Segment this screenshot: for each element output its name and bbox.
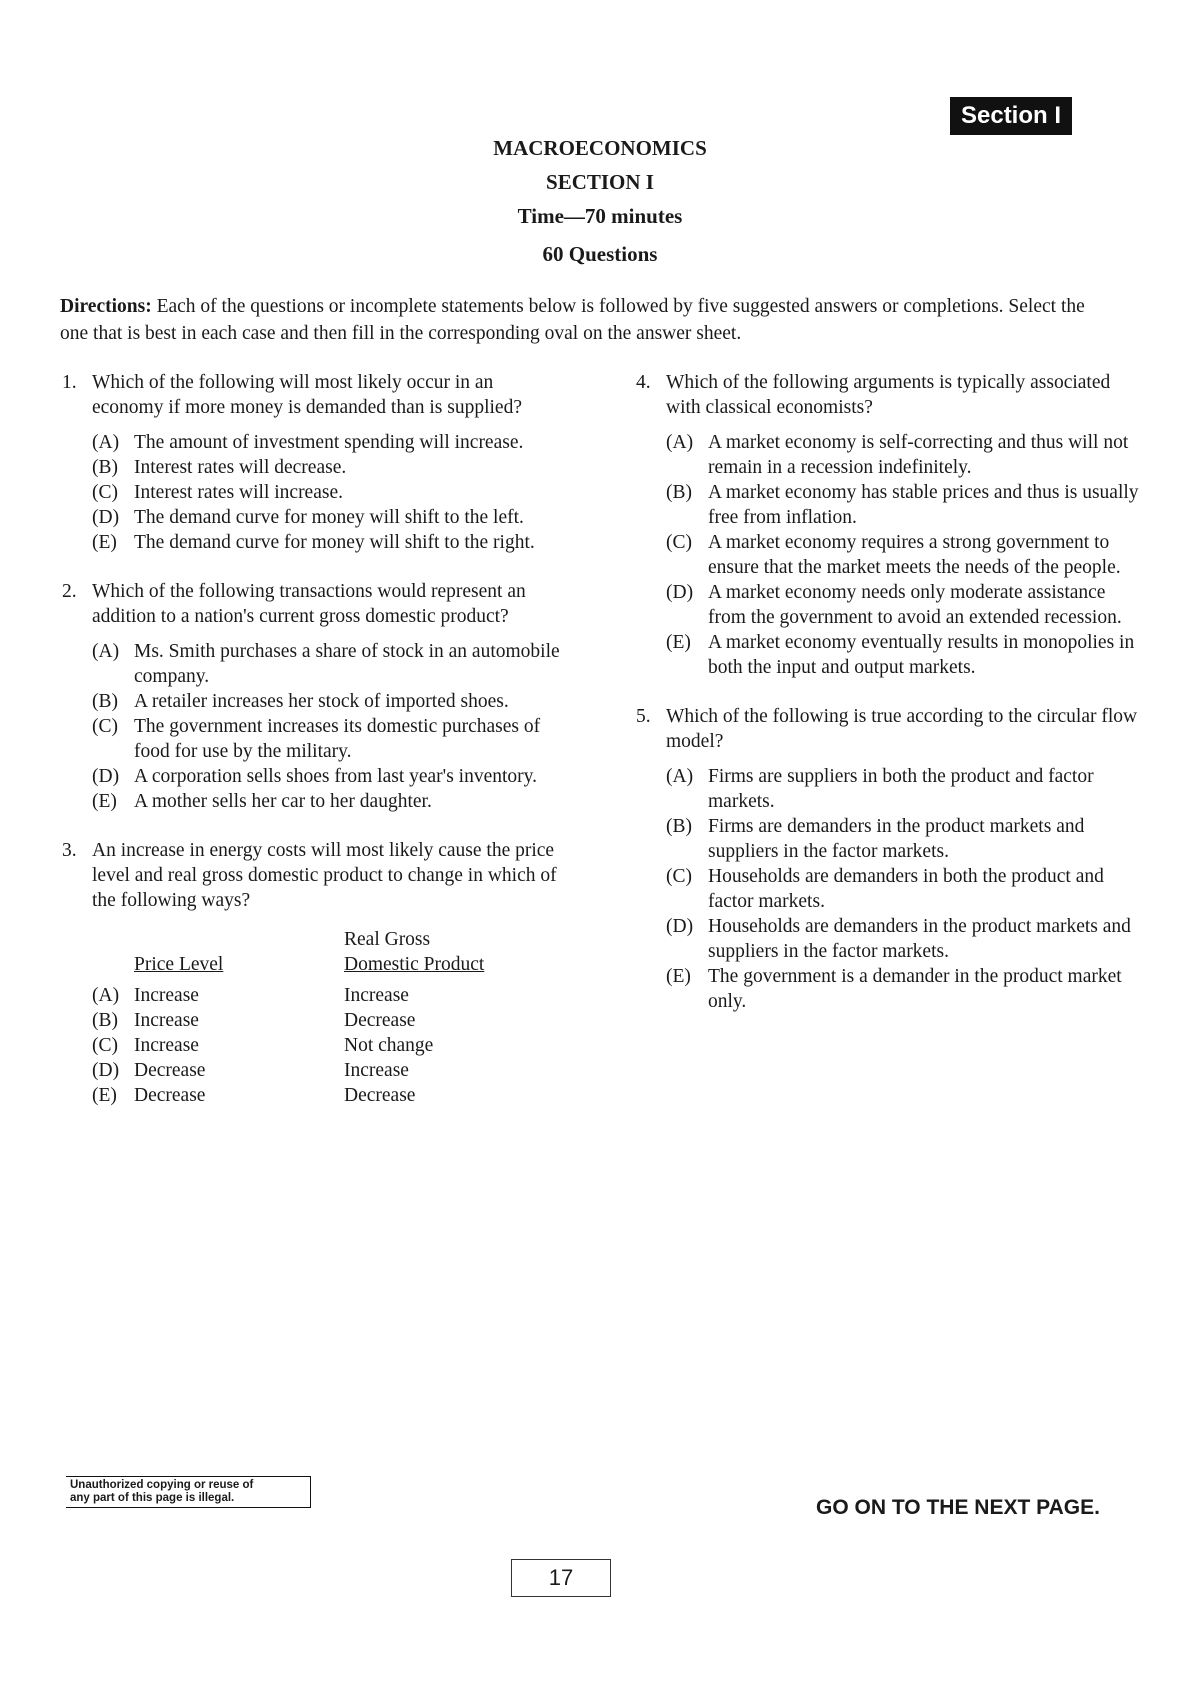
page-number: 17 — [511, 1559, 611, 1597]
question-number: 2. — [62, 581, 77, 602]
copyright-notice-line2: any part of this page is illegal. — [70, 1492, 235, 1504]
question-5 — [636, 704, 1141, 1014]
option-letter: (B) — [666, 482, 692, 503]
table-row — [92, 1058, 562, 1083]
option-text: The government increases its domestic purchases of food for use by the military. — [134, 716, 541, 762]
table-row — [92, 1083, 562, 1108]
option-letter: (C) — [92, 716, 118, 737]
option-letter: (C) — [92, 482, 118, 503]
option-text: Households are demanders in the product markets and suppliers in the factor markets. — [708, 916, 1131, 962]
table-row — [92, 1033, 562, 1058]
option-letter: (A) — [92, 641, 120, 662]
option-text: A corporation sells shoes from last year's inventory. — [134, 766, 537, 787]
directions — [60, 293, 1090, 347]
price-level-value: Decrease — [134, 1060, 206, 1081]
real-gdp-header-line2: Domestic Product — [344, 954, 485, 975]
option-letter: (E) — [666, 966, 691, 987]
answer-option — [666, 630, 1141, 680]
answer-option — [92, 530, 562, 555]
answer-option — [666, 430, 1141, 480]
question-number: 5. — [636, 706, 651, 727]
answer-option — [666, 864, 1141, 914]
answer-option — [666, 480, 1141, 530]
left-column — [62, 370, 562, 1108]
real-gdp-value: Increase — [344, 1060, 409, 1081]
option-text: A market economy needs only moderate assistance from the government to avoid an extended recession. — [708, 582, 1122, 628]
question-text: Which of the following arguments is typically associated with classical economists? — [666, 372, 1111, 418]
copyright-notice-line1: Unauthorized copying or reuse of — [70, 1479, 254, 1491]
option-text: Ms. Smith purchases a share of stock in an automobile company. — [134, 641, 560, 687]
price-level-value: Increase — [134, 985, 199, 1006]
answer-option — [92, 714, 562, 764]
question-text: An increase in energy costs will most likely cause the price level and real gross domestic product to change in which of the following ways? — [92, 840, 557, 911]
time-limit: Time—70 minutes — [517, 204, 683, 228]
question-4 — [636, 370, 1141, 680]
option-text: The government is a demander in the product market only. — [708, 966, 1122, 1012]
option-letter: (E) — [92, 1085, 117, 1106]
option-text: A market economy has stable prices and thus is usually free from inflation. — [708, 482, 1139, 528]
question-text: Which of the following transactions would represent an addition to a nation's current gross domestic product? — [92, 581, 526, 627]
question-number: 3. — [62, 840, 77, 861]
real-gdp-value: Increase — [344, 985, 409, 1006]
real-gdp-value: Decrease — [344, 1085, 416, 1106]
answer-option — [92, 689, 562, 714]
option-letter: (E) — [92, 532, 117, 553]
question-1 — [62, 370, 562, 555]
price-level-value: Increase — [134, 1010, 199, 1031]
answer-options — [666, 764, 1141, 1014]
option-text: A market economy eventually results in monopolies in both the input and output markets. — [708, 632, 1135, 678]
option-text: A mother sells her car to her daughter. — [134, 791, 432, 812]
answer-option — [666, 530, 1141, 580]
answer-option — [666, 914, 1141, 964]
option-letter: (C) — [666, 532, 692, 553]
right-column — [636, 370, 1141, 1038]
answer-option — [92, 789, 562, 814]
answer-options — [92, 639, 562, 814]
real-gdp-header — [344, 927, 484, 977]
option-text: Interest rates will increase. — [134, 482, 343, 503]
price-level-value: Decrease — [134, 1085, 206, 1106]
copyright-notice — [66, 1476, 311, 1508]
option-letter: (B) — [92, 1010, 118, 1031]
option-letter: (C) — [666, 866, 692, 887]
option-text: Firms are demanders in the product markets and suppliers in the factor markets. — [708, 816, 1085, 862]
answer-options — [92, 430, 562, 555]
option-text: Firms are suppliers in both the product and factor markets. — [708, 766, 1094, 812]
directions-text: Each of the questions or incomplete statements below is followed by five suggested answers or completions. Select the one that is best in each case and then fill in the corresponding oval on the answer sheet. — [60, 296, 1085, 344]
option-text: A market economy is self-correcting and thus will not remain in a recession indefinitely. — [708, 432, 1129, 478]
answer-table — [92, 927, 562, 1108]
directions-label: Directions: — [60, 296, 152, 317]
option-text: Interest rates will decrease. — [134, 457, 347, 478]
answer-option — [92, 639, 562, 689]
question-number: 1. — [62, 372, 77, 393]
answer-option — [666, 814, 1141, 864]
option-text: A retailer increases her stock of imported shoes. — [134, 691, 509, 712]
option-letter: (C) — [92, 1035, 118, 1056]
answer-option — [666, 764, 1141, 814]
option-letter: (D) — [92, 507, 120, 528]
option-letter: (B) — [92, 691, 118, 712]
answer-options — [666, 430, 1141, 680]
option-letter: (D) — [666, 916, 694, 937]
option-letter: (A) — [666, 432, 694, 453]
option-text: The amount of investment spending will increase. — [134, 432, 524, 453]
answer-option — [92, 455, 562, 480]
option-letter: (A) — [92, 985, 120, 1006]
answer-option — [666, 580, 1141, 630]
option-text: A market economy requires a strong government to ensure that the market meets the needs of the people. — [708, 532, 1121, 578]
question-3 — [62, 838, 562, 1108]
section-badge: Section I — [950, 97, 1072, 135]
answer-option — [92, 505, 562, 530]
price-level-value: Increase — [134, 1035, 199, 1056]
answer-option — [92, 480, 562, 505]
price-level-header: Price Level — [134, 954, 224, 975]
option-letter: (D) — [92, 766, 120, 787]
subject-title: MACROECONOMICS — [493, 136, 707, 160]
table-row — [92, 1008, 562, 1033]
question-number: 4. — [636, 372, 651, 393]
option-letter: (B) — [92, 457, 118, 478]
option-text: The demand curve for money will shift to the left. — [134, 507, 524, 528]
question-count: 60 Questions — [542, 242, 658, 266]
option-letter: (B) — [666, 816, 692, 837]
table-row — [92, 983, 562, 1008]
answer-table-header — [92, 927, 562, 977]
real-gdp-value: Not change — [344, 1035, 434, 1056]
question-2 — [62, 579, 562, 814]
answer-option — [92, 764, 562, 789]
option-letter: (A) — [92, 432, 120, 453]
option-letter: (A) — [666, 766, 694, 787]
answer-option — [92, 430, 562, 455]
answer-option — [666, 964, 1141, 1014]
real-gdp-header-line1: Real Gross — [344, 929, 431, 950]
option-letter: (D) — [666, 582, 694, 603]
real-gdp-value: Decrease — [344, 1010, 416, 1031]
option-letter: (E) — [92, 791, 117, 812]
option-letter: (D) — [92, 1060, 120, 1081]
question-text: Which of the following is true according to the circular flow model? — [666, 706, 1138, 752]
option-text: Households are demanders in both the product and factor markets. — [708, 866, 1104, 912]
go-on-notice: GO ON TO THE NEXT PAGE. — [816, 1496, 1100, 1519]
option-letter: (E) — [666, 632, 691, 653]
option-text: The demand curve for money will shift to the right. — [134, 532, 535, 553]
question-text: Which of the following will most likely occur in an economy if more money is demanded than is supplied? — [92, 372, 522, 418]
section-title: SECTION I — [546, 170, 654, 194]
